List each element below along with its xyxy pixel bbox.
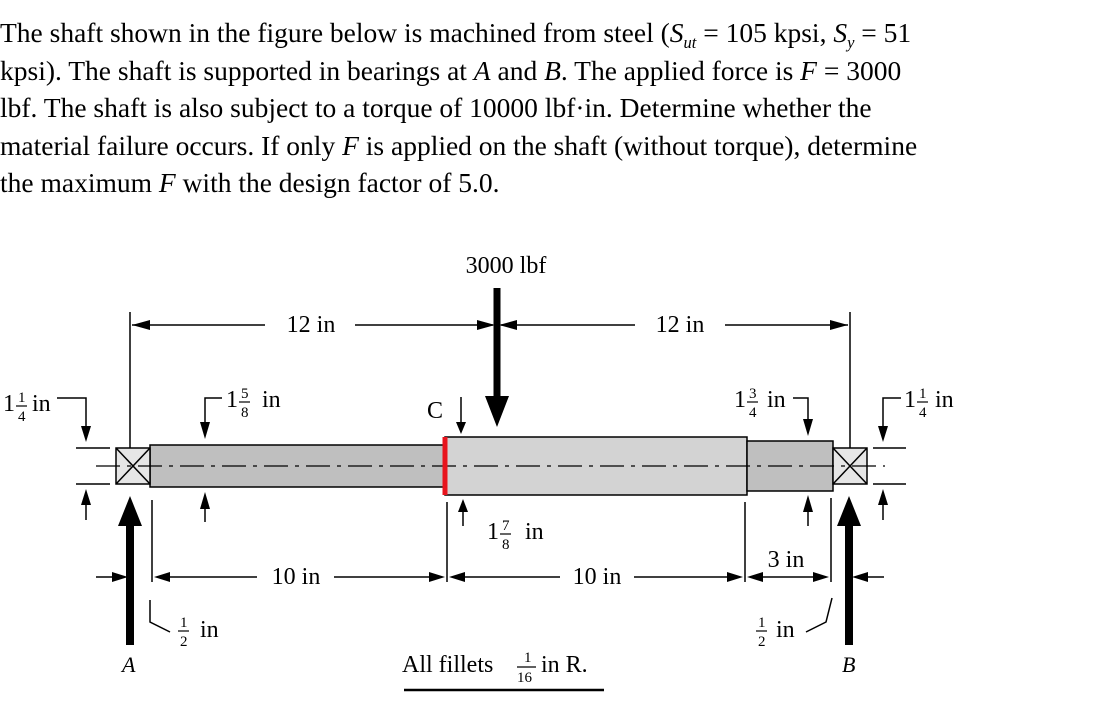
shoulder-right-callout	[756, 598, 832, 650]
reaction-a-arrow-head	[118, 496, 142, 526]
svg-text:All fillets: All fillets	[402, 652, 494, 678]
problem-line-2: kpsi). The shaft is supported in bearings at A and B. The applied force is F = 3000	[0, 54, 902, 86]
svg-text:16: 16	[517, 670, 532, 686]
svg-text:1: 1	[919, 386, 927, 402]
svg-text:7: 7	[502, 518, 510, 534]
span-right-label: 12 in	[655, 312, 705, 338]
svg-text:1: 1	[524, 650, 532, 666]
svg-text:1: 1	[18, 390, 26, 406]
section-c-label: C	[427, 398, 444, 424]
span-dimensions	[130, 312, 850, 448]
svg-text:1: 1	[734, 387, 746, 413]
problem-line-4: material failure occurs. If only F is applied on the shaft (without torque), determine	[0, 129, 918, 161]
svg-text:8: 8	[241, 405, 249, 421]
section-c-callout	[427, 397, 466, 434]
shaft-figure	[0, 236, 1116, 727]
svg-text:3: 3	[749, 386, 757, 402]
dia-middle-callout	[458, 499, 544, 553]
problem-line-5: the maximum F with the design factor of 5.0.	[0, 167, 500, 198]
len-right-label: 3 in	[767, 547, 805, 573]
reaction-a	[118, 496, 142, 677]
svg-text:in: in	[525, 519, 544, 545]
bearing-b-label: B	[842, 652, 856, 677]
svg-text:5: 5	[241, 386, 249, 402]
shoulder-left-callout	[150, 600, 219, 650]
problem-line-1: The shaft shown in the figure below is machined from steel ($S_{ut} = 105$ kpsi, $S_y = 51$	[0, 17, 912, 52]
dia-right-end-callout	[873, 386, 954, 520]
fillet-note	[402, 650, 604, 690]
svg-text:4: 4	[18, 409, 26, 425]
svg-text:2: 2	[758, 634, 766, 650]
load-arrow-head	[485, 396, 509, 427]
svg-text:1: 1	[226, 387, 238, 413]
bearing-a-label: A	[122, 652, 136, 677]
problem-statement	[0, 14, 1084, 202]
svg-text:in: in	[32, 391, 51, 417]
svg-text:1: 1	[180, 615, 188, 631]
svg-text:1: 1	[904, 387, 916, 413]
svg-text:1: 1	[487, 519, 499, 545]
applied-load	[466, 253, 547, 427]
shaft	[96, 437, 885, 495]
svg-text:in: in	[200, 617, 219, 643]
problem-line-3: lbf. The shaft is also subject to a torque of 10000 lbf·in. Determine whether the	[0, 92, 872, 123]
svg-text:4: 4	[919, 405, 927, 421]
svg-text:in: in	[767, 387, 786, 413]
len-mid-label: 10 in	[572, 564, 622, 590]
svg-text:in: in	[262, 387, 281, 413]
svg-text:in: in	[935, 387, 954, 413]
dia-left-end-callout	[3, 390, 110, 520]
svg-text:in R.: in R.	[541, 652, 588, 678]
load-label: 3000 lbf	[465, 253, 547, 279]
svg-text:4: 4	[749, 405, 757, 421]
len-left-label: 10 in	[271, 564, 321, 590]
reaction-b-arrow-head	[837, 496, 861, 526]
svg-text:in: in	[776, 617, 795, 643]
svg-text:1: 1	[3, 391, 15, 417]
svg-text:1: 1	[758, 615, 766, 631]
span-right-arrow-end	[830, 320, 848, 330]
span-left-arrow-end	[477, 320, 495, 330]
span-left-label: 12 in	[286, 312, 336, 338]
svg-text:2: 2	[180, 634, 188, 650]
svg-text:8: 8	[502, 537, 510, 553]
reaction-b	[837, 496, 861, 677]
span-left-arrow-start	[132, 320, 150, 330]
span-right-arrow-start	[499, 320, 517, 330]
